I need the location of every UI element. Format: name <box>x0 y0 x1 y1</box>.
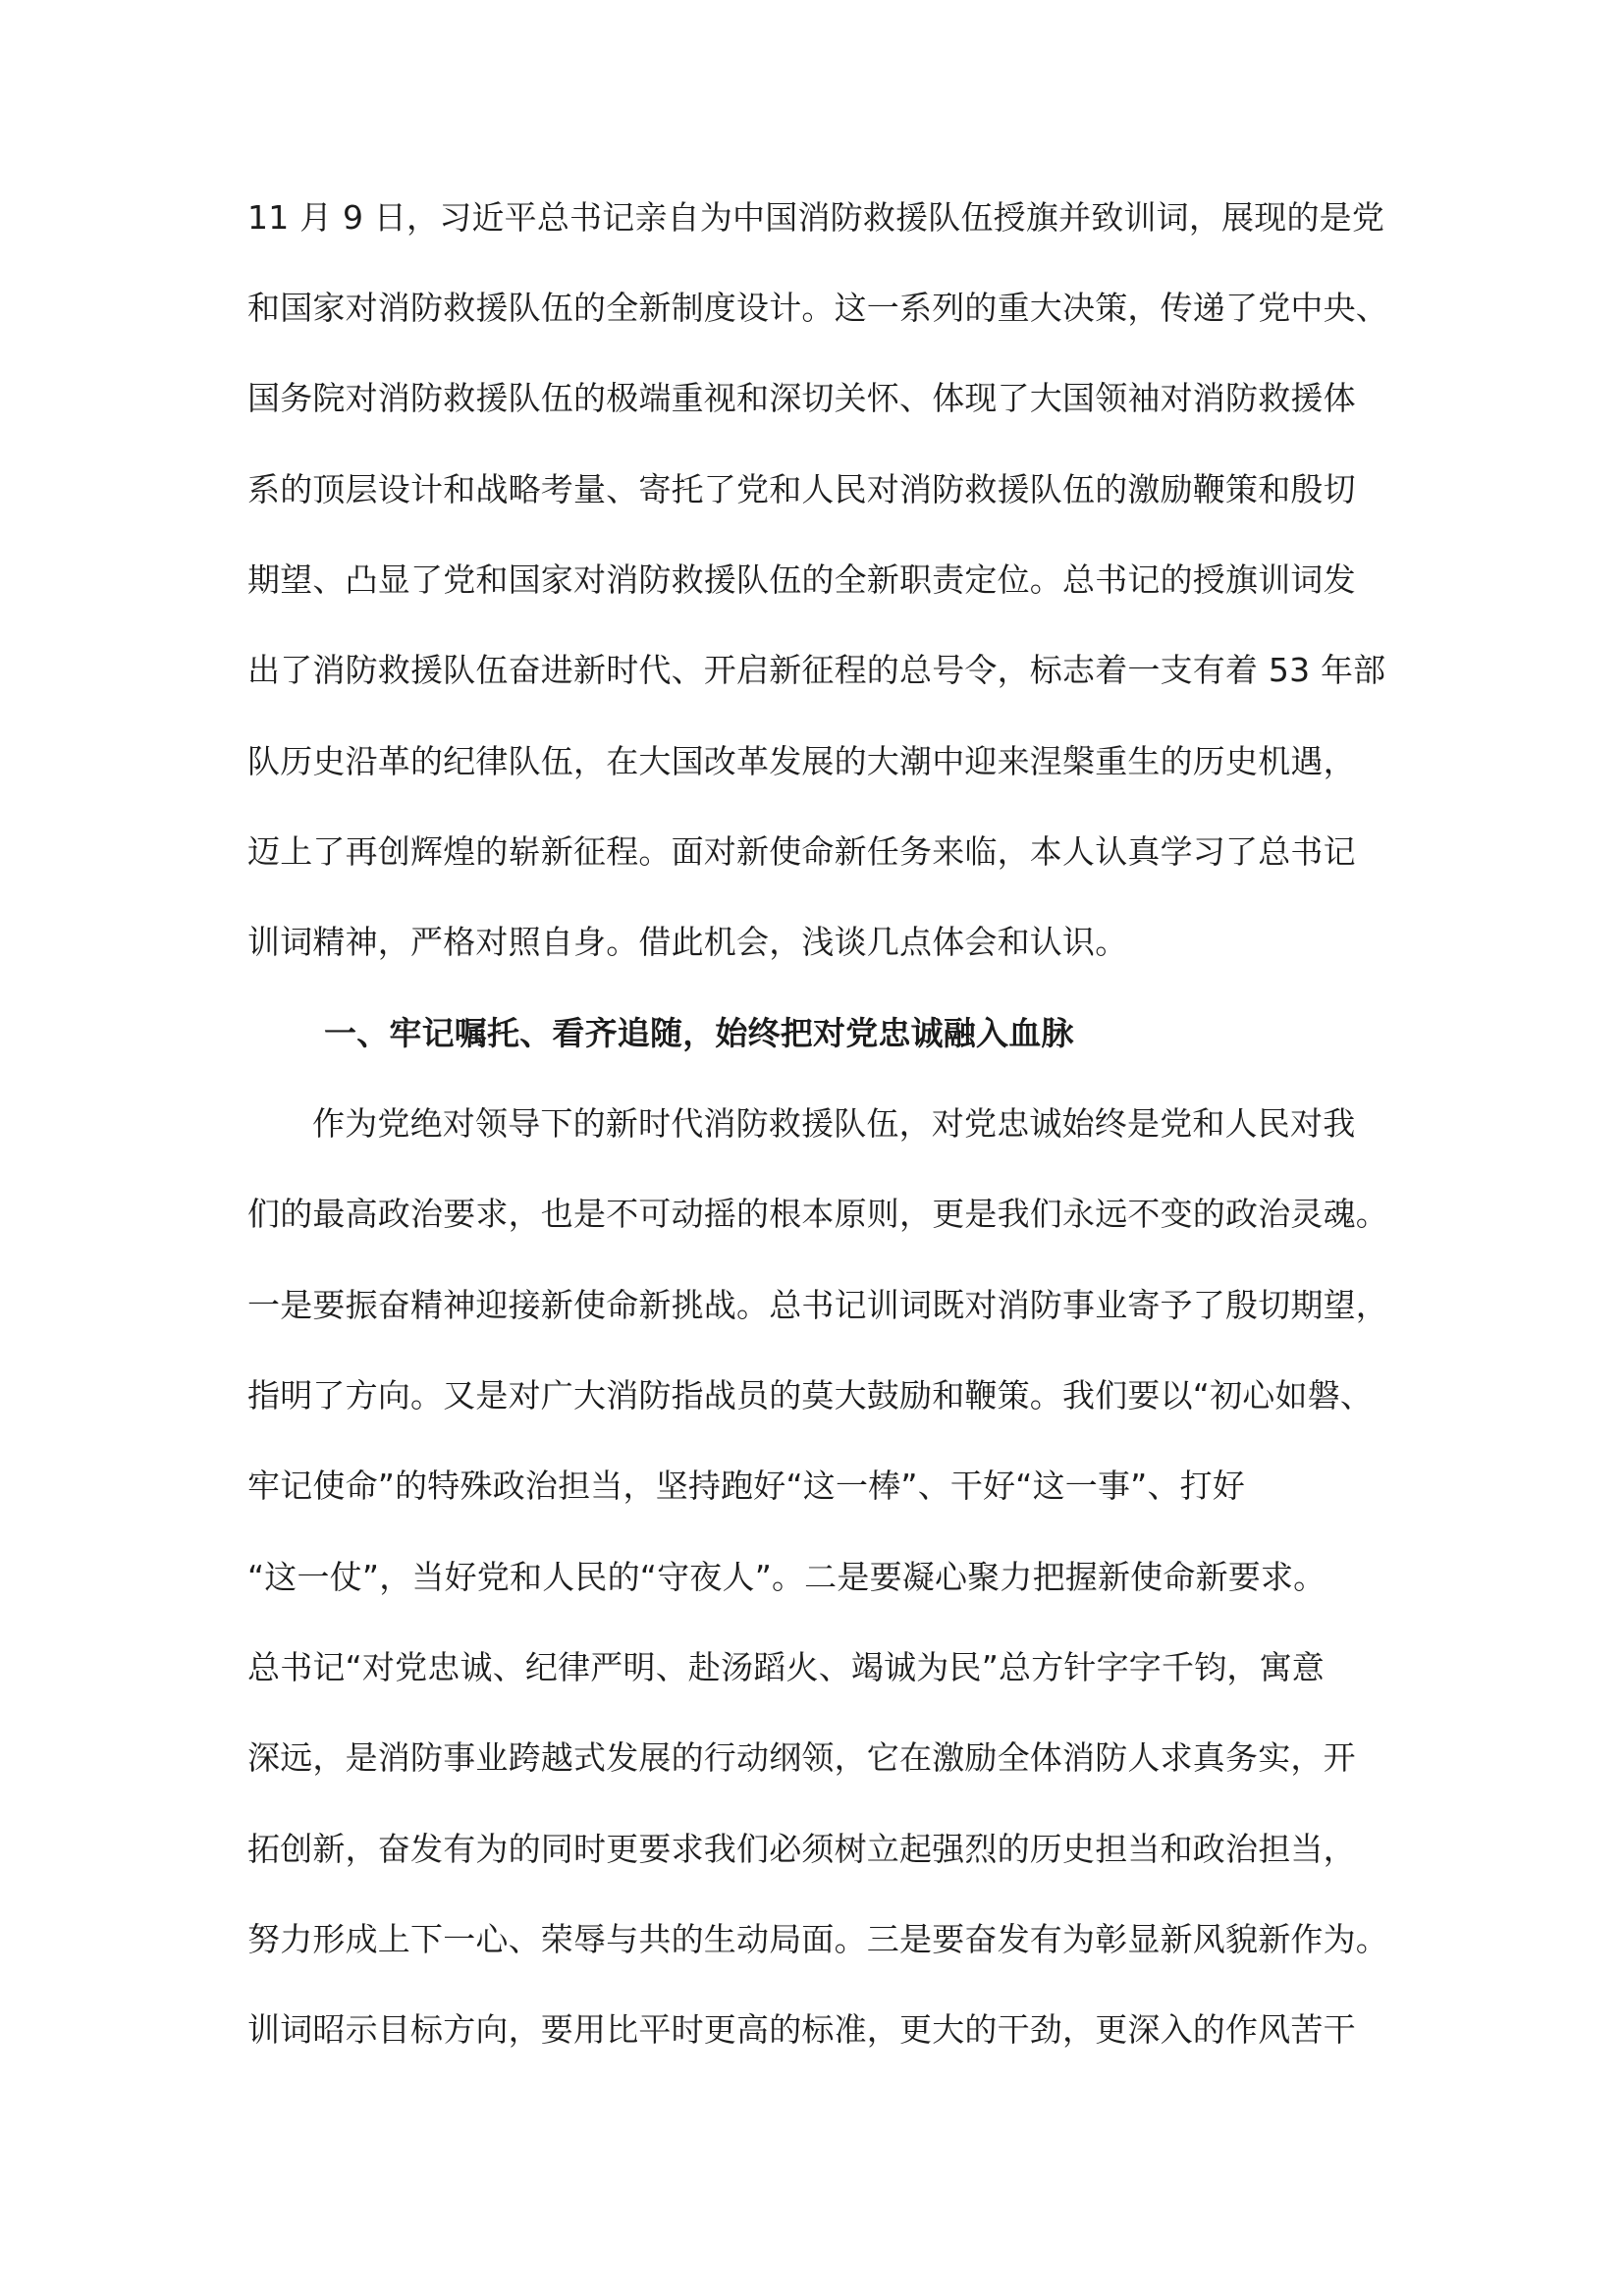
paragraph-line: 们的最高政治要求，也是不可动摇的根本原则，更是我们永远不变的政治灵魂。 <box>247 1195 1388 1233</box>
paragraph-line: 总书记“对党忠诚、纪律严明、赴汤蹈火、竭诚为民”总方针字字千钧，寓意 <box>247 1648 1325 1686</box>
paragraph-line: 系的顶层设计和战略考量、寄托了党和人民对消防救援队伍的激励鞭策和殷切 <box>247 470 1356 508</box>
paragraph-line: “这一仗”，当好党和人民的“守夜人”。二是要凝心聚力把握新使命新要求。 <box>247 1558 1326 1596</box>
paragraph-line: 期望、凸显了党和国家对消防救援队伍的全新职责定位。总书记的授旗训词发 <box>247 561 1356 599</box>
paragraph-line: 国务院对消防救援队伍的极端重视和深切关怀、体现了大国领袖对消防救援体 <box>247 379 1356 417</box>
paragraph-line: 努力形成上下一心、荣辱与共的生动局面。三是要奋发有为彰显新风貌新作为。 <box>247 1920 1388 1958</box>
paragraph-line: 11 月 9 日，习近平总书记亲自为中国消防救援队伍授旗并致训词，展现的是党 <box>247 198 1385 237</box>
paragraph-line: 一是要振奋精神迎接新使命新挑战。总书记训词既对消防事业寄予了殷切期望， <box>247 1286 1388 1324</box>
paragraph-line: 指明了方向。又是对广大消防指战员的莫大鼓励和鞭策。我们要以“初心如磐、 <box>247 1376 1374 1415</box>
paragraph-line: 深远，是消防事业跨越式发展的行动纲领，它在激励全体消防人求真务实，开 <box>247 1738 1356 1777</box>
paragraph-line: 和国家对消防救援队伍的全新制度设计。这一系列的重大决策，传递了党中央、 <box>247 289 1388 327</box>
paragraph-line: 迈上了再创辉煌的崭新征程。面对新使命新任务来临，本人认真学习了总书记 <box>247 832 1356 871</box>
paragraph-line: 训词精神，严格对照自身。借此机会，浅谈几点体会和认识。 <box>247 923 1128 961</box>
paragraph-line: 牢记使命”的特殊政治担当，坚持跑好“这一棒”、干好“这一事”、打好 <box>247 1467 1246 1505</box>
paragraph-line: 出了消防救援队伍奋进新时代、开启新征程的总号令，标志着一支有着 53 年部 <box>247 651 1386 689</box>
section-heading: 一、牢记嘱托、看齐追随，始终把对党忠诚融入血脉 <box>324 1014 1074 1052</box>
paragraph-line: 队历史沿革的纪律队伍，在大国改革发展的大潮中迎来涅槃重生的历史机遇， <box>247 742 1356 780</box>
paragraph-line: 作为党绝对领导下的新时代消防救援队伍，对党忠诚始终是党和人民对我 <box>312 1104 1356 1143</box>
paragraph-line: 训词昭示目标方向，要用比平时更高的标准，更大的干劲，更深入的作风苦干 <box>247 2010 1356 2049</box>
paragraph-line: 拓创新，奋发有为的同时更要求我们必须树立起强烈的历史担当和政治担当， <box>247 1830 1356 1868</box>
